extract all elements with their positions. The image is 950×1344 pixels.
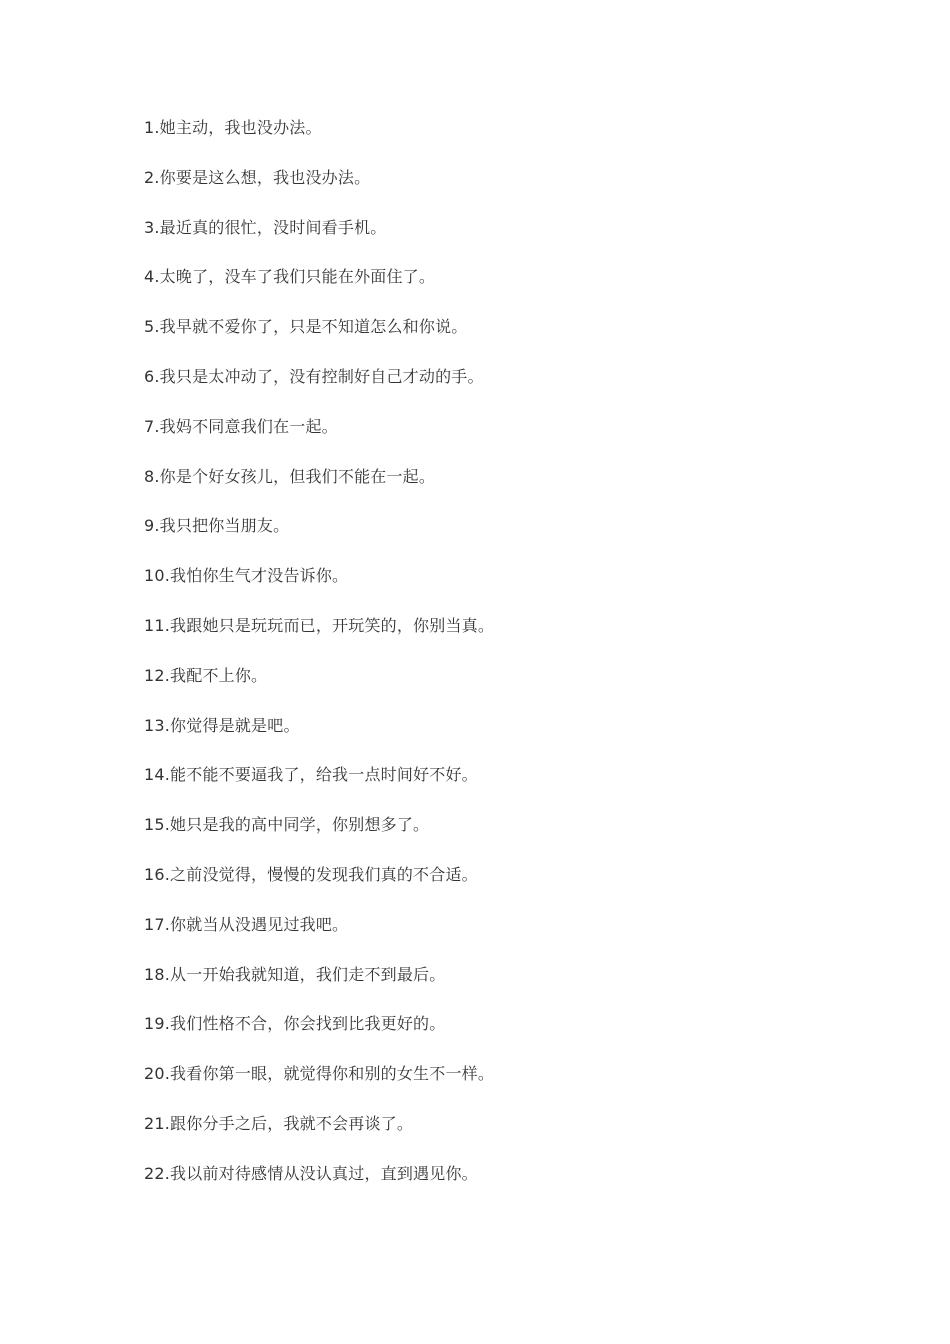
text-line: 18.从一开始我就知道，我们走不到最后。 [144,964,446,984]
text-line: 22.我以前对待感情从没认真过，直到遇见你。 [144,1163,478,1183]
text-line: 9.我只把你当朋友。 [144,516,290,536]
text-line: 13.你觉得是就是吧。 [144,715,300,735]
text-line: 7.我妈不同意我们在一起。 [144,416,338,436]
text-line-list [144,115,844,1211]
text-line: 17.你就当从没遇见过我吧。 [144,914,349,934]
text-line: 10.我怕你生气才没告诉你。 [144,566,349,586]
text-line: 8.你是个好女孩儿，但我们不能在一起。 [144,466,436,486]
text-line: 1.她主动，我也没办法。 [144,118,322,137]
text-line: 6.我只是太冲动了，没有控制好自己才动的手。 [144,366,484,386]
text-line: 5.我早就不爱你了，只是不知道怎么和你说。 [144,317,468,337]
text-line: 20.我看你第一眼，就觉得你和别的女生不一样。 [144,1064,495,1084]
text-line: 16.之前没觉得，慢慢的发现我们真的不合适。 [144,864,478,884]
text-line: 2.你要是这么想，我也没办法。 [144,167,371,187]
text-line: 3.最近真的很忙，没时间看手机。 [144,217,387,237]
text-line: 21.跟你分手之后，我就不会再谈了。 [144,1113,414,1133]
text-line: 11.我跟她只是玩玩而已，开玩笑的，你别当真。 [144,615,495,635]
text-line: 15.她只是我的高中同学，你别想多了。 [144,815,430,835]
text-line: 14.能不能不要逼我了，给我一点时间好不好。 [144,765,478,785]
text-line: 19.我们性格不合，你会找到比我更好的。 [144,1014,446,1034]
text-line: 12.我配不上你。 [144,665,268,685]
text-line: 4.太晚了，没车了我们只能在外面住了。 [144,267,436,287]
